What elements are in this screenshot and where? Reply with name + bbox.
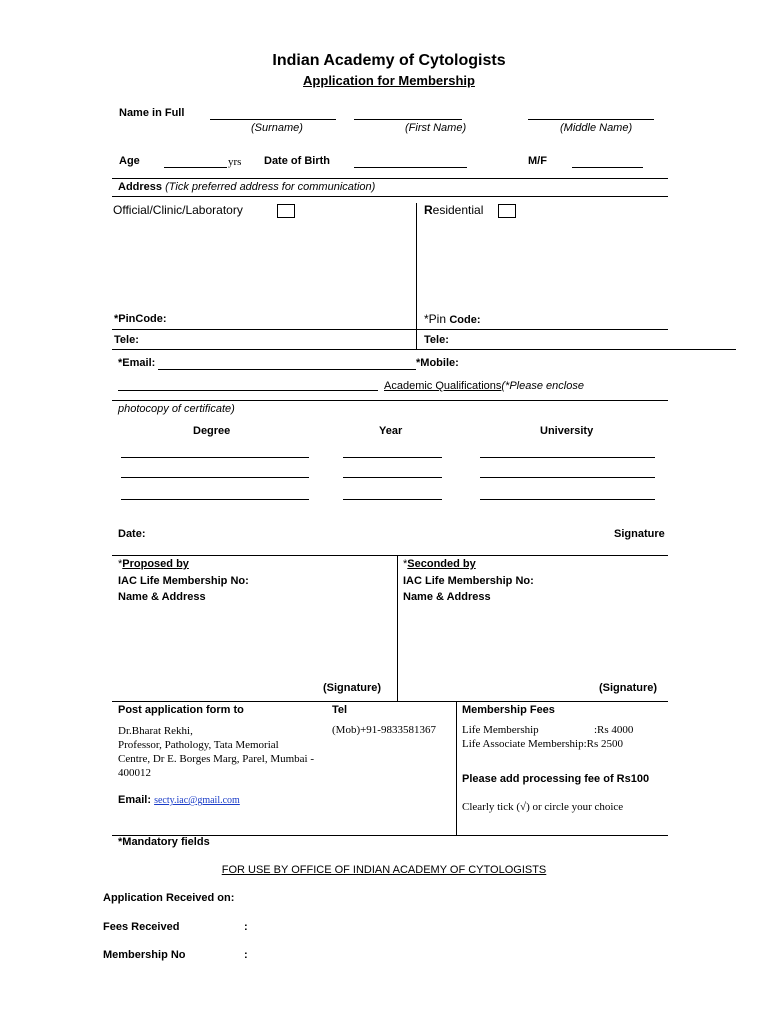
year-field[interactable]: [343, 499, 442, 500]
sex-field[interactable]: [572, 167, 643, 168]
post-email-label: Email:: [118, 794, 152, 806]
seconded-star: *: [403, 558, 408, 570]
post-address-line: Professor, Pathology, Tata Memorial: [118, 739, 279, 751]
mobile-label: *Mobile:: [416, 357, 459, 369]
dob-field[interactable]: [354, 167, 467, 168]
office-fees-label: Fees Received: [103, 921, 180, 933]
divider: [112, 196, 668, 197]
fees-life-value: :Rs 4000: [594, 724, 634, 736]
post-mobile: (Mob)+91-9833581367: [332, 724, 436, 736]
residential-checkbox[interactable]: [498, 204, 516, 218]
fees-processing: Please add processing fee of Rs100: [462, 773, 650, 785]
office-received-label: Application Received on:: [103, 892, 235, 904]
year-field[interactable]: [343, 457, 442, 458]
divider: [112, 400, 668, 401]
year-column-header: Year: [379, 425, 403, 437]
fees-assoc: [462, 738, 623, 750]
first-name-caption: (First Name): [405, 122, 467, 134]
post-address-line: 400012: [118, 767, 151, 779]
degree-field[interactable]: [121, 477, 309, 478]
post-title: Post application form to: [118, 704, 244, 716]
address-divider: [416, 203, 417, 350]
page-subtitle: Application for Membership: [303, 73, 475, 88]
fees-assoc-label: Life Associate Membership:: [462, 738, 587, 750]
year-field[interactable]: [343, 477, 442, 478]
residential-initial: R: [424, 203, 433, 217]
university-column-header: University: [540, 425, 594, 437]
first-name-field[interactable]: [354, 119, 462, 120]
proposer-address-label: Name & Address: [118, 591, 206, 603]
age-field[interactable]: [164, 167, 227, 168]
age-label: Age: [119, 155, 140, 167]
proposed-star: *: [118, 558, 123, 570]
divider: [112, 349, 736, 350]
seconder-signature-label: (Signature): [599, 682, 658, 694]
divider: [112, 701, 668, 702]
name-label: Name in Full: [119, 107, 185, 119]
post-email: [118, 794, 240, 806]
degree-field[interactable]: [121, 499, 309, 500]
university-field[interactable]: [480, 499, 655, 500]
signature-label: Signature: [614, 528, 665, 540]
qualifications-title: Academic Qualifications: [384, 380, 502, 392]
divider: [416, 329, 668, 330]
proposer-divider: [397, 555, 398, 701]
qualifications-heading: [384, 380, 584, 392]
pincode-prefix: *Pin: [424, 312, 450, 326]
address-heading: [118, 181, 375, 193]
proposed-heading: [118, 558, 189, 570]
post-email-link[interactable]: secty.iac@gmail.com: [154, 795, 240, 806]
post-tel-label: Tel: [332, 704, 348, 716]
pincode-label: *PinCode:: [114, 313, 167, 325]
seconder-address-label: Name & Address: [403, 591, 491, 603]
proposed-title: Proposed by: [122, 558, 189, 570]
fees-life-label: Life Membership: [462, 724, 539, 736]
office-membership-colon: :: [244, 949, 248, 961]
divider: [112, 329, 416, 330]
residential-address-label: [424, 203, 483, 217]
fees-divider: [456, 701, 457, 835]
divider: [112, 555, 668, 556]
university-field[interactable]: [480, 477, 655, 478]
address-label: Address: [118, 181, 163, 193]
fees-assoc-value: Rs 2500: [586, 738, 624, 750]
degree-column-header: Degree: [193, 425, 231, 437]
pincode-residential-label: [424, 312, 481, 326]
middle-name-field[interactable]: [528, 119, 654, 120]
fees-tick-note: Clearly tick (√) or circle your choice: [462, 801, 624, 813]
pincode-suffix: Code:: [449, 314, 481, 326]
qualifications-hint: (*Please enclose: [501, 380, 584, 392]
proposer-membership-label: IAC Life Membership No:: [118, 575, 249, 587]
divider: [112, 178, 668, 179]
yrs-label: yrs: [228, 156, 242, 168]
seconded-heading: [403, 558, 476, 570]
office-fees-colon: :: [244, 921, 248, 933]
address-continuation-line[interactable]: [118, 390, 378, 391]
qualifications-hint-continued: photocopy of certificate): [118, 403, 235, 415]
post-address: [118, 724, 314, 780]
official-checkbox[interactable]: [277, 204, 295, 218]
email-label: *Email:: [118, 357, 156, 369]
tele-label: Tele:: [114, 334, 139, 346]
middle-name-caption: (Middle Name): [560, 122, 633, 134]
proposer-signature-label: (Signature): [323, 682, 382, 694]
post-address-line: Dr.Bharat Rekhi,: [118, 725, 193, 737]
fees-title: Membership Fees: [462, 704, 555, 716]
email-field[interactable]: [158, 369, 416, 370]
post-address-line: Centre, Dr E. Borges Marg, Parel, Mumbai -: [118, 753, 315, 765]
seconder-membership-label: IAC Life Membership No:: [403, 575, 534, 587]
office-title: FOR USE BY OFFICE OF INDIAN ACADEMY OF CYTOLOGISTS: [221, 864, 547, 876]
date-label: Date:: [118, 528, 146, 540]
address-hint: (Tick preferred address for communication): [165, 181, 376, 193]
residential-rest: esidential: [432, 203, 484, 217]
surname-field[interactable]: [210, 119, 336, 120]
degree-field[interactable]: [121, 457, 309, 458]
mandatory-note: *Mandatory fields: [118, 836, 210, 848]
dob-label: Date of Birth: [264, 155, 330, 167]
official-address-label: Official/Clinic/Laboratory: [113, 203, 243, 217]
surname-caption: (Surname): [251, 122, 303, 134]
seconded-title: Seconded by: [407, 558, 476, 570]
tele-residential-label: Tele:: [424, 334, 449, 346]
sex-label: M/F: [528, 155, 547, 167]
university-field[interactable]: [480, 457, 655, 458]
page-title: Indian Academy of Cytologists: [272, 52, 506, 69]
office-membership-label: Membership No: [103, 949, 186, 961]
